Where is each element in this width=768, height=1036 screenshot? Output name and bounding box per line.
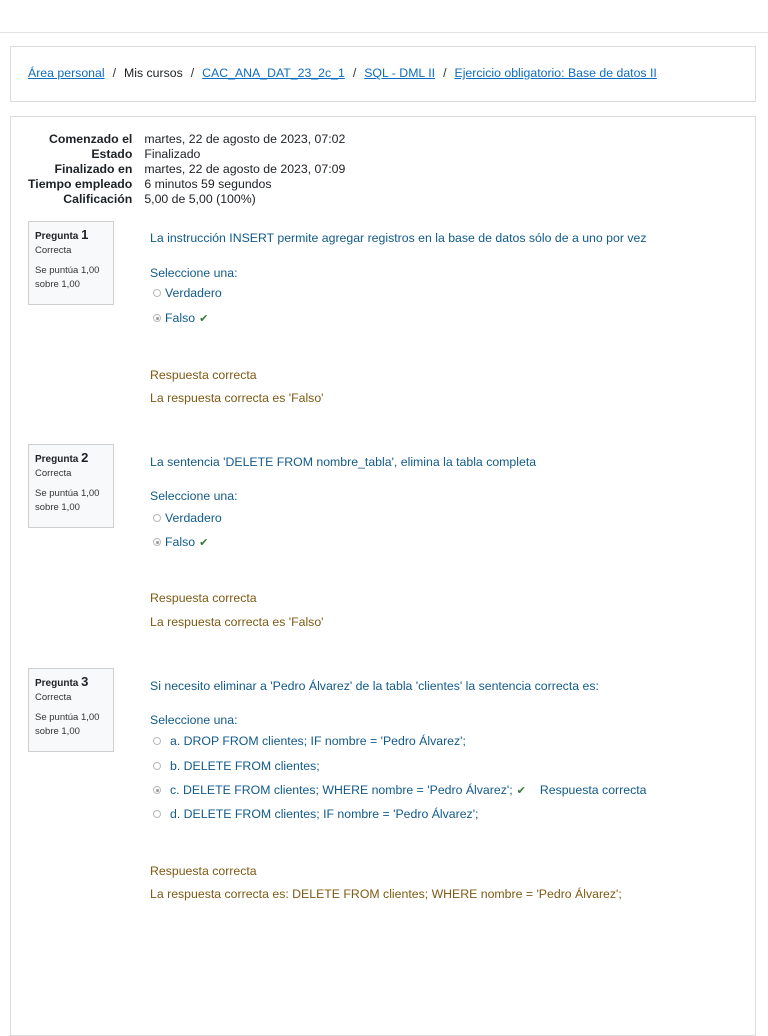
- breadcrumb-separator: /: [112, 66, 116, 80]
- question-number-value: 3: [81, 674, 89, 689]
- question-2-prompt: Seleccione una:: [150, 489, 238, 503]
- radio-button-selected[interactable]: [153, 538, 161, 546]
- question-number: [35, 674, 107, 689]
- breadcrumb-separator: /: [352, 66, 357, 80]
- question-2-feedback-status: Respuesta correcta: [150, 591, 257, 605]
- question-2-info: [28, 444, 114, 528]
- question-3-option-a[interactable]: [153, 734, 466, 748]
- question-3-prompt: Seleccione una:: [150, 713, 238, 727]
- breadcrumb-quiz[interactable]: Ejercicio obligatorio: Base de datos II: [454, 66, 657, 80]
- breadcrumb-section[interactable]: SQL - DML II: [364, 66, 436, 80]
- breadcrumb-separator: /: [443, 66, 447, 80]
- question-prefix: Pregunta: [35, 454, 79, 465]
- question-3-option-b[interactable]: [153, 759, 320, 773]
- radio-button-selected[interactable]: [153, 314, 161, 322]
- grade-line-1: Se puntúa 1,00: [35, 488, 100, 499]
- question-1-feedback-status: Respuesta correcta: [150, 368, 257, 382]
- grade-line-1: Se puntúa 1,00: [35, 712, 100, 723]
- option-label: Falso: [165, 535, 196, 549]
- check-icon: ✔: [199, 312, 209, 325]
- summary-label: Comenzado el: [48, 132, 133, 146]
- question-2-text: La sentencia 'DELETE FROM nombre_tabla', elimina la tabla completa: [150, 455, 537, 469]
- summary-row-started: [28, 132, 345, 147]
- summary-value: 5,00 de 5,00 (100%): [144, 192, 256, 206]
- question-state: Correcta: [35, 692, 72, 703]
- question-3-feedback-status: Respuesta correcta: [150, 864, 257, 878]
- question-3-option-c[interactable]: [153, 783, 646, 797]
- question-1-text: La instrucción INSERT permite agregar registros en la base de datos sólo de a uno por vez: [150, 231, 647, 245]
- question-state: Correcta: [35, 468, 72, 479]
- radio-button[interactable]: [153, 810, 161, 818]
- radio-button[interactable]: [153, 514, 161, 522]
- radio-button[interactable]: [153, 762, 161, 770]
- question-grade: [35, 711, 107, 739]
- option-label: Verdadero: [165, 511, 222, 525]
- question-prefix: Pregunta: [35, 231, 79, 242]
- summary-label: Estado: [91, 147, 133, 161]
- breadcrumb-area-personal[interactable]: Área personal: [28, 66, 105, 80]
- summary-value: 6 minutos 59 segundos: [144, 177, 272, 191]
- summary-label: Tiempo empleado: [28, 177, 133, 191]
- option-label: c. DELETE FROM clientes; WHERE nombre = 'Pedro Álvarez';: [170, 783, 513, 797]
- question-number: [35, 450, 107, 465]
- summary-value: martes, 22 de agosto de 2023, 07:09: [144, 162, 346, 176]
- breadcrumb-mis-cursos: Mis cursos: [123, 66, 183, 80]
- question-1-option-verdadero[interactable]: [153, 286, 222, 300]
- question-3-text: Si necesito eliminar a 'Pedro Álvarez' de la tabla 'clientes' la sentencia correcta es:: [150, 679, 599, 693]
- option-label: Falso: [165, 311, 196, 325]
- breadcrumb-container: [10, 46, 756, 102]
- question-number-value: 1: [81, 227, 89, 242]
- summary-row-finished: [28, 162, 345, 177]
- grade-line-2: sobre 1,00: [35, 726, 80, 737]
- question-prefix: Pregunta: [35, 678, 79, 689]
- breadcrumb: [28, 66, 657, 80]
- summary-label: Calificación: [63, 192, 133, 206]
- radio-button[interactable]: [153, 289, 161, 297]
- question-2-feedback-answer: La respuesta correcta es 'Falso': [150, 615, 324, 629]
- question-2-option-falso[interactable]: [153, 535, 208, 549]
- option-label: d. DELETE FROM clientes; IF nombre = 'Pedro Álvarez';: [170, 807, 479, 821]
- summary-row-time: [28, 177, 345, 192]
- question-number: [35, 227, 107, 242]
- option-label: Verdadero: [165, 286, 222, 300]
- question-1-prompt: Seleccione una:: [150, 266, 238, 280]
- radio-button[interactable]: [153, 737, 161, 745]
- summary-value: Finalizado: [144, 147, 201, 161]
- question-2-option-verdadero[interactable]: [153, 511, 222, 525]
- question-state: Correcta: [35, 245, 72, 256]
- breadcrumb-separator: /: [190, 66, 195, 80]
- option-label: b. DELETE FROM clientes;: [170, 759, 320, 773]
- option-label: a. DROP FROM clientes; IF nombre = 'Pedro Álvarez';: [170, 734, 466, 748]
- top-navbar: [0, 0, 768, 33]
- question-3-info: [28, 668, 114, 752]
- grade-line-1: Se puntúa 1,00: [35, 265, 100, 276]
- radio-button-selected[interactable]: [153, 786, 161, 794]
- summary-value: martes, 22 de agosto de 2023, 07:02: [144, 132, 346, 146]
- grade-line-2: sobre 1,00: [35, 502, 80, 513]
- question-3-feedback-answer: La respuesta correcta es: DELETE FROM clientes; WHERE nombre = 'Pedro Álvarez';: [150, 887, 622, 901]
- summary-label: Finalizado en: [54, 162, 133, 176]
- question-grade: [35, 264, 107, 292]
- question-grade: [35, 487, 107, 515]
- question-3-option-d[interactable]: [153, 807, 478, 821]
- summary-row-grade: [28, 192, 345, 207]
- question-1-info: [28, 221, 114, 305]
- summary-row-state: [28, 147, 345, 162]
- breadcrumb-course[interactable]: CAC_ANA_DAT_23_2c_1: [202, 66, 345, 80]
- question-1-feedback-answer: La respuesta correcta es 'Falso': [150, 391, 324, 405]
- grade-line-2: sobre 1,00: [35, 279, 80, 290]
- attempt-summary-table: [28, 132, 345, 207]
- check-icon: ✔: [199, 536, 209, 549]
- question-number-value: 2: [81, 450, 89, 465]
- option-correct-label: Respuesta correcta: [539, 783, 647, 797]
- check-icon: ✔: [516, 784, 526, 797]
- question-1-option-falso[interactable]: [153, 311, 208, 325]
